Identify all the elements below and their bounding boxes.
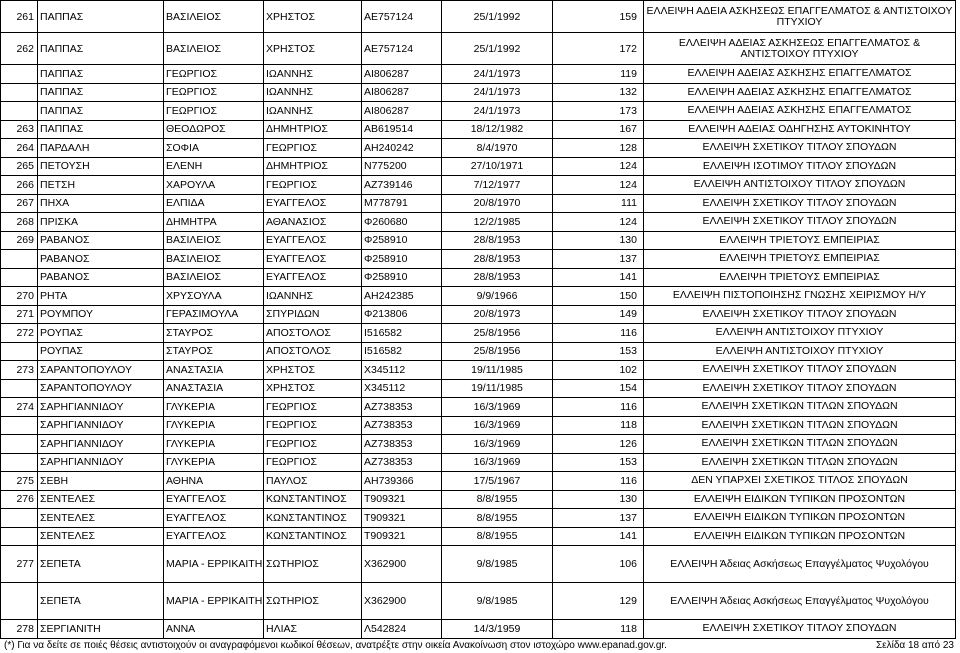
first-name-cell: ΣΟΦΙΑ bbox=[164, 139, 264, 158]
birth-date-cell: 9/9/1966 bbox=[442, 287, 553, 306]
table-row bbox=[1, 398, 956, 417]
rejection-reason-cell: ΕΛΛΕΙΨΗ ΑΔΕΙΑ ΑΣΚΗΣΕΩΣ ΕΠΑΓΓΕΛΜΑΤΟΣ & ΑΝΤΙΣΤΟΙΧΟΥ ΠΤΥΧΙΟΥ bbox=[644, 1, 956, 33]
birth-date-cell: 16/3/1969 bbox=[442, 435, 553, 454]
first-name-cell: ΕΥΑΓΓΕΛΟΣ bbox=[164, 490, 264, 509]
position-code-cell: 173 bbox=[553, 102, 644, 121]
surname-cell: ΡΟΥΠΑΣ bbox=[38, 342, 164, 361]
table-row bbox=[1, 268, 956, 287]
position-code-cell: 126 bbox=[553, 435, 644, 454]
position-code-cell: 124 bbox=[553, 213, 644, 232]
table-row bbox=[1, 416, 956, 435]
row-number-cell: 267 bbox=[1, 194, 38, 213]
id-number-cell: Μ778791 bbox=[362, 194, 442, 213]
rejection-reason-cell: ΕΛΛΕΙΨΗ ΑΝΤΙΣΤΟΙΧΟΥ ΠΤΥΧΙΟΥ bbox=[644, 342, 956, 361]
table-row bbox=[1, 213, 956, 232]
surname-cell: ΠΡΙΣΚΑ bbox=[38, 213, 164, 232]
row-number-cell: 278 bbox=[1, 620, 38, 639]
id-number-cell: ΑΕ757124 bbox=[362, 1, 442, 33]
surname-cell: ΣΕΠΕΤΑ bbox=[38, 583, 164, 620]
father-name-cell: ΓΕΩΡΓΙΟΣ bbox=[264, 176, 362, 195]
father-name-cell: ΑΘΑΝΑΣΙΟΣ bbox=[264, 213, 362, 232]
position-code-cell: 118 bbox=[553, 416, 644, 435]
first-name-cell: ΣΤΑΥΡΟΣ bbox=[164, 324, 264, 343]
row-number-cell: 268 bbox=[1, 213, 38, 232]
father-name-cell: ΙΩΑΝΝΗΣ bbox=[264, 102, 362, 121]
rejection-reason-cell: ΕΛΛΕΙΨΗ ΑΝΤΙΣΤΟΙΧΟΥ ΤΙΤΛΟΥ ΣΠΟΥΔΩΝ bbox=[644, 176, 956, 195]
surname-cell: ΣΑΡΗΓΙΑΝΝΙΔΟΥ bbox=[38, 398, 164, 417]
birth-date-cell: 19/11/1985 bbox=[442, 379, 553, 398]
position-code-cell: 132 bbox=[553, 83, 644, 102]
table-row bbox=[1, 435, 956, 454]
surname-cell: ΠΑΠΠΑΣ bbox=[38, 102, 164, 121]
id-number-cell: ΑΗ240242 bbox=[362, 139, 442, 158]
table-row bbox=[1, 324, 956, 343]
id-number-cell: Φ258910 bbox=[362, 250, 442, 269]
row-number-cell bbox=[1, 416, 38, 435]
surname-cell: ΣΑΡΗΓΙΑΝΝΙΔΟΥ bbox=[38, 416, 164, 435]
rejection-reason-cell: ΕΛΛΕΙΨΗ ΑΔΕΙΑΣ ΑΣΚΗΣΗΣ ΕΠΑΓΓΕΛΜΑΤΟΣ bbox=[644, 65, 956, 84]
table-row bbox=[1, 231, 956, 250]
table-row bbox=[1, 361, 956, 380]
table-body bbox=[1, 1, 956, 639]
row-number-cell bbox=[1, 342, 38, 361]
position-code-cell: 106 bbox=[553, 546, 644, 583]
father-name-cell: ΚΩΝΣΤΑΝΤΙΝΟΣ bbox=[264, 527, 362, 546]
row-number-cell: 274 bbox=[1, 398, 38, 417]
position-code-cell: 172 bbox=[553, 33, 644, 65]
birth-date-cell: 14/3/1959 bbox=[442, 620, 553, 639]
position-code-cell: 141 bbox=[553, 268, 644, 287]
row-number-cell: 272 bbox=[1, 324, 38, 343]
surname-cell: ΠΑΠΠΑΣ bbox=[38, 33, 164, 65]
position-code-cell: 159 bbox=[553, 1, 644, 33]
table-row bbox=[1, 472, 956, 491]
position-code-cell: 116 bbox=[553, 472, 644, 491]
first-name-cell: ΓΕΩΡΓΙΟΣ bbox=[164, 83, 264, 102]
position-code-cell: 102 bbox=[553, 361, 644, 380]
surname-cell: ΡΟΥΠΑΣ bbox=[38, 324, 164, 343]
table-row bbox=[1, 342, 956, 361]
id-number-cell: ΑΕ757124 bbox=[362, 33, 442, 65]
row-number-cell: 275 bbox=[1, 472, 38, 491]
id-number-cell: Χ362900 bbox=[362, 583, 442, 620]
id-number-cell: ΑΙ806287 bbox=[362, 65, 442, 84]
position-code-cell: 130 bbox=[553, 490, 644, 509]
rejection-reason-cell: ΕΛΛΕΙΨΗ ΑΔΕΙΑΣ ΑΣΚΗΣΗΣ ΕΠΑΓΓΕΛΜΑΤΟΣ bbox=[644, 83, 956, 102]
first-name-cell: ΧΡΥΣΟΥΛΑ bbox=[164, 287, 264, 306]
footer-note: (*) Για να δείτε σε ποιές θέσεις αντιστοιχούν οι αναγραφόμενοι κωδικοί θέσεων, ανατρέξτε στην οικεία Ανακοίνωση στον ιστοχώρο www.epanad.gov.gr. bbox=[4, 640, 667, 651]
row-number-cell: 266 bbox=[1, 176, 38, 195]
father-name-cell: ΣΠΥΡΙΔΩΝ bbox=[264, 305, 362, 324]
rejection-reason-cell: ΕΛΛΕΙΨΗ ΣΧΕΤΙΚΟΥ ΤΙΤΛΟΥ ΣΠΟΥΔΩΝ bbox=[644, 305, 956, 324]
id-number-cell: ΑΖ738353 bbox=[362, 398, 442, 417]
first-name-cell: ΓΕΩΡΓΙΟΣ bbox=[164, 102, 264, 121]
first-name-cell: ΓΛΥΚΕΡΙΑ bbox=[164, 453, 264, 472]
table-row bbox=[1, 490, 956, 509]
position-code-cell: 130 bbox=[553, 231, 644, 250]
birth-date-cell: 16/3/1969 bbox=[442, 398, 553, 417]
birth-date-cell: 25/1/1992 bbox=[442, 33, 553, 65]
birth-date-cell: 16/3/1969 bbox=[442, 453, 553, 472]
birth-date-cell: 8/8/1955 bbox=[442, 490, 553, 509]
id-number-cell: ΑΙ806287 bbox=[362, 102, 442, 121]
id-number-cell: Τ909321 bbox=[362, 509, 442, 528]
father-name-cell: ΙΩΑΝΝΗΣ bbox=[264, 287, 362, 306]
row-number-cell bbox=[1, 435, 38, 454]
first-name-cell: ΓΛΥΚΕΡΙΑ bbox=[164, 435, 264, 454]
birth-date-cell: 25/8/1956 bbox=[442, 342, 553, 361]
surname-cell: ΣΕΝΤΕΛΕΣ bbox=[38, 527, 164, 546]
id-number-cell: ΑΒ619514 bbox=[362, 120, 442, 139]
position-code-cell: 154 bbox=[553, 379, 644, 398]
birth-date-cell: 18/12/1982 bbox=[442, 120, 553, 139]
row-number-cell bbox=[1, 83, 38, 102]
id-number-cell: ΑΙ806287 bbox=[362, 83, 442, 102]
first-name-cell: ΕΛΠΙΔΑ bbox=[164, 194, 264, 213]
birth-date-cell: 9/8/1985 bbox=[442, 546, 553, 583]
table-row bbox=[1, 287, 956, 306]
id-number-cell: Χ362900 bbox=[362, 546, 442, 583]
id-number-cell: ΑΗ242385 bbox=[362, 287, 442, 306]
father-name-cell: ΕΥΑΓΓΕΛΟΣ bbox=[264, 194, 362, 213]
surname-cell: ΠΕΤΟΥΣΗ bbox=[38, 157, 164, 176]
surname-cell: ΣΑΡΑΝΤΟΠΟΥΛΟΥ bbox=[38, 379, 164, 398]
first-name-cell: ΣΤΑΥΡΟΣ bbox=[164, 342, 264, 361]
rejection-reason-cell: ΕΛΛΕΙΨΗ ΣΧΕΤΙΚΟΥ ΤΙΤΛΟΥ ΣΠΟΥΔΩΝ bbox=[644, 620, 956, 639]
father-name-cell: ΚΩΝΣΤΑΝΤΙΝΟΣ bbox=[264, 490, 362, 509]
id-number-cell: Ι516582 bbox=[362, 342, 442, 361]
id-number-cell: ΑΗ739366 bbox=[362, 472, 442, 491]
id-number-cell: Ι516582 bbox=[362, 324, 442, 343]
position-code-cell: 111 bbox=[553, 194, 644, 213]
father-name-cell: ΓΕΩΡΓΙΟΣ bbox=[264, 139, 362, 158]
father-name-cell: ΠΑΥΛΟΣ bbox=[264, 472, 362, 491]
rejection-reason-cell: ΕΛΛΕΙΨΗ Άδειας Ασκήσεως Επαγγέλματος Ψυχολόγου bbox=[644, 546, 956, 583]
id-number-cell: ΑΖ739146 bbox=[362, 176, 442, 195]
row-number-cell bbox=[1, 379, 38, 398]
first-name-cell: ΒΑΣΙΛΕΙΟΣ bbox=[164, 1, 264, 33]
table-row bbox=[1, 546, 956, 583]
surname-cell: ΠΑΡΔΑΛΗ bbox=[38, 139, 164, 158]
id-number-cell: Χ345112 bbox=[362, 379, 442, 398]
row-number-cell: 265 bbox=[1, 157, 38, 176]
surname-cell: ΡΑΒΑΝΟΣ bbox=[38, 250, 164, 269]
first-name-cell: ΑΘΗΝΑ bbox=[164, 472, 264, 491]
first-name-cell: ΒΑΣΙΛΕΙΟΣ bbox=[164, 33, 264, 65]
father-name-cell: ΓΕΩΡΓΙΟΣ bbox=[264, 416, 362, 435]
surname-cell: ΡΗΤΑ bbox=[38, 287, 164, 306]
father-name-cell: ΧΡΗΣΤΟΣ bbox=[264, 379, 362, 398]
first-name-cell: ΕΥΑΓΓΕΛΟΣ bbox=[164, 509, 264, 528]
surname-cell: ΣΑΡΗΓΙΑΝΝΙΔΟΥ bbox=[38, 435, 164, 454]
father-name-cell: ΑΠΟΣΤΟΛΟΣ bbox=[264, 324, 362, 343]
surname-cell: ΠΗΧΑ bbox=[38, 194, 164, 213]
father-name-cell: ΧΡΗΣΤΟΣ bbox=[264, 33, 362, 65]
rejection-reason-cell: ΕΛΛΕΙΨΗ ΑΔΕΙΑΣ ΑΣΚΗΣΗΣ ΕΠΑΓΓΕΛΜΑΤΟΣ bbox=[644, 102, 956, 121]
id-number-cell: Φ260680 bbox=[362, 213, 442, 232]
father-name-cell: ΓΕΩΡΓΙΟΣ bbox=[264, 453, 362, 472]
surname-cell: ΣΕΒΗ bbox=[38, 472, 164, 491]
row-number-cell: 261 bbox=[1, 1, 38, 33]
rejection-reason-cell: ΕΛΛΕΙΨΗ ΙΣΟΤΙΜΟΥ ΤΙΤΛΟΥ ΣΠΟΥΔΩΝ bbox=[644, 157, 956, 176]
row-number-cell bbox=[1, 453, 38, 472]
birth-date-cell: 12/2/1985 bbox=[442, 213, 553, 232]
row-number-cell: 264 bbox=[1, 139, 38, 158]
table-row bbox=[1, 33, 956, 65]
birth-date-cell: 7/12/1977 bbox=[442, 176, 553, 195]
birth-date-cell: 20/8/1970 bbox=[442, 194, 553, 213]
surname-cell: ΡΟΥΜΠΟΥ bbox=[38, 305, 164, 324]
position-code-cell: 118 bbox=[553, 620, 644, 639]
surname-cell: ΡΑΒΑΝΟΣ bbox=[38, 231, 164, 250]
father-name-cell: ΕΥΑΓΓΕΛΟΣ bbox=[264, 250, 362, 269]
row-number-cell: 273 bbox=[1, 361, 38, 380]
first-name-cell: ΜΑΡΙΑ - ΕΡΡΙΚΑΙΤΗ bbox=[164, 546, 264, 583]
surname-cell: ΣΑΡΑΝΤΟΠΟΥΛΟΥ bbox=[38, 361, 164, 380]
row-number-cell bbox=[1, 509, 38, 528]
father-name-cell: ΔΗΜΗΤΡΙΟΣ bbox=[264, 157, 362, 176]
father-name-cell: ΙΩΑΝΝΗΣ bbox=[264, 65, 362, 84]
father-name-cell: ΓΕΩΡΓΙΟΣ bbox=[264, 435, 362, 454]
surname-cell: ΣΕΠΕΤΑ bbox=[38, 546, 164, 583]
position-code-cell: 141 bbox=[553, 527, 644, 546]
father-name-cell: ΕΥΑΓΓΕΛΟΣ bbox=[264, 268, 362, 287]
first-name-cell: ΒΑΣΙΛΕΙΟΣ bbox=[164, 268, 264, 287]
position-code-cell: 137 bbox=[553, 250, 644, 269]
birth-date-cell: 27/10/1971 bbox=[442, 157, 553, 176]
first-name-cell: ΑΝΑΣΤΑΣΙΑ bbox=[164, 361, 264, 380]
surname-cell: ΣΕΝΤΕΛΕΣ bbox=[38, 490, 164, 509]
father-name-cell: ΣΩΤΗΡΙΟΣ bbox=[264, 546, 362, 583]
rejection-reason-cell: ΕΛΛΕΙΨΗ ΣΧΕΤΙΚΩΝ ΤΙΤΛΩΝ ΣΠΟΥΔΩΝ bbox=[644, 435, 956, 454]
row-number-cell: 262 bbox=[1, 33, 38, 65]
birth-date-cell: 24/1/1973 bbox=[442, 102, 553, 121]
surname-cell: ΠΑΠΠΑΣ bbox=[38, 120, 164, 139]
position-code-cell: 116 bbox=[553, 324, 644, 343]
table-row bbox=[1, 509, 956, 528]
table-row bbox=[1, 583, 956, 620]
birth-date-cell: 25/1/1992 bbox=[442, 1, 553, 33]
rejection-reason-cell: ΕΛΛΕΙΨΗ ΕΙΔΙΚΩΝ ΤΥΠΙΚΩΝ ΠΡΟΣΟΝΤΩΝ bbox=[644, 490, 956, 509]
birth-date-cell: 28/8/1953 bbox=[442, 231, 553, 250]
id-number-cell: Χ345112 bbox=[362, 361, 442, 380]
table-row bbox=[1, 102, 956, 121]
first-name-cell: ΓΕΩΡΓΙΟΣ bbox=[164, 65, 264, 84]
father-name-cell: ΚΩΝΣΤΑΝΤΙΝΟΣ bbox=[264, 509, 362, 528]
rejection-reason-cell: ΕΛΛΕΙΨΗ ΑΔΕΙΑΣ ΟΔΗΓΗΣΗΣ ΑΥΤΟΚΙΝΗΤΟΥ bbox=[644, 120, 956, 139]
first-name-cell: ΒΑΣΙΛΕΙΟΣ bbox=[164, 231, 264, 250]
row-number-cell: 269 bbox=[1, 231, 38, 250]
position-code-cell: 167 bbox=[553, 120, 644, 139]
position-code-cell: 137 bbox=[553, 509, 644, 528]
row-number-cell bbox=[1, 583, 38, 620]
id-number-cell: ΑΖ738353 bbox=[362, 453, 442, 472]
rejection-reason-cell: ΕΛΛΕΙΨΗ ΑΔΕΙΑΣ ΑΣΚΗΣΕΩΣ ΕΠΑΓΓΕΛΜΑΤΟΣ & ΑΝΤΙΣΤΟΙΧΟΥ ΠΤΥΧΙΟΥ bbox=[644, 33, 956, 65]
first-name-cell: ΑΝΝΑ bbox=[164, 620, 264, 639]
birth-date-cell: 28/8/1953 bbox=[442, 250, 553, 269]
position-code-cell: 119 bbox=[553, 65, 644, 84]
birth-date-cell: 17/5/1967 bbox=[442, 472, 553, 491]
birth-date-cell: 8/8/1955 bbox=[442, 527, 553, 546]
position-code-cell: 124 bbox=[553, 176, 644, 195]
father-name-cell: ΣΩΤΗΡΙΟΣ bbox=[264, 583, 362, 620]
rejection-reason-cell: ΕΛΛΕΙΨΗ ΕΙΔΙΚΩΝ ΤΥΠΙΚΩΝ ΠΡΟΣΟΝΤΩΝ bbox=[644, 509, 956, 528]
first-name-cell: ΧΑΡΟΥΛΑ bbox=[164, 176, 264, 195]
first-name-cell: ΓΛΥΚΕΡΙΑ bbox=[164, 416, 264, 435]
table-row bbox=[1, 157, 956, 176]
table-row bbox=[1, 527, 956, 546]
first-name-cell: ΔΗΜΗΤΡΑ bbox=[164, 213, 264, 232]
rejection-reason-cell: ΕΛΛΕΙΨΗ ΑΝΤΙΣΤΟΙΧΟΥ ΠΤΥΧΙΟΥ bbox=[644, 324, 956, 343]
rejection-reason-cell: ΕΛΛΕΙΨΗ ΤΡΙΕΤΟΥΣ ΕΜΠΕΙΡΙΑΣ bbox=[644, 250, 956, 269]
row-number-cell: 270 bbox=[1, 287, 38, 306]
first-name-cell: ΜΑΡΙΑ - ΕΡΡΙΚΑΙΤΗ bbox=[164, 583, 264, 620]
rejection-reason-cell: ΕΛΛΕΙΨΗ ΤΡΙΕΤΟΥΣ ΕΜΠΕΙΡΙΑΣ bbox=[644, 268, 956, 287]
rejection-reason-cell: ΕΛΛΕΙΨΗ Άδειας Ασκήσεως Επαγγέλματος Ψυχολόγου bbox=[644, 583, 956, 620]
rejection-reason-cell: ΔΕΝ ΥΠΑΡΧΕΙ ΣΧΕΤΙΚΟΣ ΤΙΤΛΟΣ ΣΠΟΥΔΩΝ bbox=[644, 472, 956, 491]
row-number-cell: 276 bbox=[1, 490, 38, 509]
table-row bbox=[1, 120, 956, 139]
father-name-cell: ΔΗΜΗΤΡΙΟΣ bbox=[264, 120, 362, 139]
rejection-reason-cell: ΕΛΛΕΙΨΗ ΣΧΕΤΙΚΟΥ ΤΙΤΛΟΥ ΣΠΟΥΔΩΝ bbox=[644, 139, 956, 158]
row-number-cell bbox=[1, 65, 38, 84]
surname-cell: ΣΕΡΓΙΑΝΙΤΗ bbox=[38, 620, 164, 639]
rejection-reason-cell: ΕΛΛΕΙΨΗ ΣΧΕΤΙΚΟΥ ΤΙΤΛΟΥ ΣΠΟΥΔΩΝ bbox=[644, 213, 956, 232]
row-number-cell: 271 bbox=[1, 305, 38, 324]
id-number-cell: ΑΖ738353 bbox=[362, 416, 442, 435]
table-row bbox=[1, 194, 956, 213]
first-name-cell: ΕΥΑΓΓΕΛΟΣ bbox=[164, 527, 264, 546]
rejection-reason-cell: ΕΛΛΕΙΨΗ ΕΙΔΙΚΩΝ ΤΥΠΙΚΩΝ ΠΡΟΣΟΝΤΩΝ bbox=[644, 527, 956, 546]
id-number-cell: ΑΖ738353 bbox=[362, 435, 442, 454]
first-name-cell: ΕΛΕΝΗ bbox=[164, 157, 264, 176]
id-number-cell: Ν775200 bbox=[362, 157, 442, 176]
position-code-cell: 116 bbox=[553, 398, 644, 417]
table-row bbox=[1, 379, 956, 398]
first-name-cell: ΓΛΥΚΕΡΙΑ bbox=[164, 398, 264, 417]
surname-cell: ΠΕΤΣΗ bbox=[38, 176, 164, 195]
row-number-cell bbox=[1, 102, 38, 121]
father-name-cell: ΧΡΗΣΤΟΣ bbox=[264, 361, 362, 380]
birth-date-cell: 20/8/1973 bbox=[442, 305, 553, 324]
father-name-cell: ΧΡΗΣΤΟΣ bbox=[264, 1, 362, 33]
row-number-cell: 263 bbox=[1, 120, 38, 139]
position-code-cell: 129 bbox=[553, 583, 644, 620]
id-number-cell: Τ909321 bbox=[362, 490, 442, 509]
first-name-cell: ΑΝΑΣΤΑΣΙΑ bbox=[164, 379, 264, 398]
birth-date-cell: 24/1/1973 bbox=[442, 65, 553, 84]
birth-date-cell: 19/11/1985 bbox=[442, 361, 553, 380]
rejection-reason-cell: ΕΛΛΕΙΨΗ ΠΙΣΤΟΠΟΙΗΣΗΣ ΓΝΩΣΗΣ ΧΕΙΡΙΣΜΟΥ Η/Υ bbox=[644, 287, 956, 306]
position-code-cell: 150 bbox=[553, 287, 644, 306]
position-code-cell: 149 bbox=[553, 305, 644, 324]
position-code-cell: 153 bbox=[553, 453, 644, 472]
row-number-cell bbox=[1, 268, 38, 287]
rejection-reason-cell: ΕΛΛΕΙΨΗ ΣΧΕΤΙΚΩΝ ΤΙΤΛΩΝ ΣΠΟΥΔΩΝ bbox=[644, 398, 956, 417]
father-name-cell: ΙΩΑΝΝΗΣ bbox=[264, 83, 362, 102]
table-row bbox=[1, 176, 956, 195]
rejection-reason-cell: ΕΛΛΕΙΨΗ ΣΧΕΤΙΚΟΥ ΤΙΤΛΟΥ ΣΠΟΥΔΩΝ bbox=[644, 194, 956, 213]
row-number-cell bbox=[1, 250, 38, 269]
rejection-reason-cell: ΕΛΛΕΙΨΗ ΣΧΕΤΙΚΩΝ ΤΙΤΛΩΝ ΣΠΟΥΔΩΝ bbox=[644, 453, 956, 472]
first-name-cell: ΓΕΡΑΣΙΜΟΥΛΑ bbox=[164, 305, 264, 324]
surname-cell: ΠΑΠΠΑΣ bbox=[38, 65, 164, 84]
id-number-cell: Λ542824 bbox=[362, 620, 442, 639]
birth-date-cell: 16/3/1969 bbox=[442, 416, 553, 435]
table-row bbox=[1, 620, 956, 639]
table-row bbox=[1, 453, 956, 472]
table-row bbox=[1, 65, 956, 84]
father-name-cell: ΑΠΟΣΤΟΛΟΣ bbox=[264, 342, 362, 361]
page-number: Σελίδα 18 από 23 bbox=[875, 640, 954, 651]
surname-cell: ΠΑΠΠΑΣ bbox=[38, 83, 164, 102]
birth-date-cell: 9/8/1985 bbox=[442, 583, 553, 620]
rejection-reason-cell: ΕΛΛΕΙΨΗ ΤΡΙΕΤΟΥΣ ΕΜΠΕΙΡΙΑΣ bbox=[644, 231, 956, 250]
position-code-cell: 153 bbox=[553, 342, 644, 361]
id-number-cell: Φ213806 bbox=[362, 305, 442, 324]
surname-cell: ΠΑΠΠΑΣ bbox=[38, 1, 164, 33]
table-row bbox=[1, 250, 956, 269]
father-name-cell: ΕΥΑΓΓΕΛΟΣ bbox=[264, 231, 362, 250]
id-number-cell: Φ258910 bbox=[362, 231, 442, 250]
id-number-cell: Φ258910 bbox=[362, 268, 442, 287]
rejection-reason-cell: ΕΛΛΕΙΨΗ ΣΧΕΤΙΚΩΝ ΤΙΤΛΩΝ ΣΠΟΥΔΩΝ bbox=[644, 416, 956, 435]
rejection-reason-cell: ΕΛΛΕΙΨΗ ΣΧΕΤΙΚΟΥ ΤΙΤΛΟΥ ΣΠΟΥΔΩΝ bbox=[644, 379, 956, 398]
id-number-cell: Τ909321 bbox=[362, 527, 442, 546]
birth-date-cell: 8/8/1955 bbox=[442, 509, 553, 528]
first-name-cell: ΘΕΟΔΩΡΟΣ bbox=[164, 120, 264, 139]
row-number-cell bbox=[1, 527, 38, 546]
row-number-cell: 277 bbox=[1, 546, 38, 583]
table-row bbox=[1, 83, 956, 102]
table-row bbox=[1, 139, 956, 158]
birth-date-cell: 8/4/1970 bbox=[442, 139, 553, 158]
father-name-cell: ΓΕΩΡΓΙΟΣ bbox=[264, 398, 362, 417]
first-name-cell: ΒΑΣΙΛΕΙΟΣ bbox=[164, 250, 264, 269]
birth-date-cell: 28/8/1953 bbox=[442, 268, 553, 287]
surname-cell: ΣΑΡΗΓΙΑΝΝΙΔΟΥ bbox=[38, 453, 164, 472]
father-name-cell: ΗΛΙΑΣ bbox=[264, 620, 362, 639]
surname-cell: ΡΑΒΑΝΟΣ bbox=[38, 268, 164, 287]
birth-date-cell: 24/1/1973 bbox=[442, 83, 553, 102]
table-row bbox=[1, 1, 956, 33]
surname-cell: ΣΕΝΤΕΛΕΣ bbox=[38, 509, 164, 528]
table-row bbox=[1, 305, 956, 324]
position-code-cell: 124 bbox=[553, 157, 644, 176]
position-code-cell: 128 bbox=[553, 139, 644, 158]
rejection-reason-cell: ΕΛΛΕΙΨΗ ΣΧΕΤΙΚΟΥ ΤΙΤΛΟΥ ΣΠΟΥΔΩΝ bbox=[644, 361, 956, 380]
birth-date-cell: 25/8/1956 bbox=[442, 324, 553, 343]
